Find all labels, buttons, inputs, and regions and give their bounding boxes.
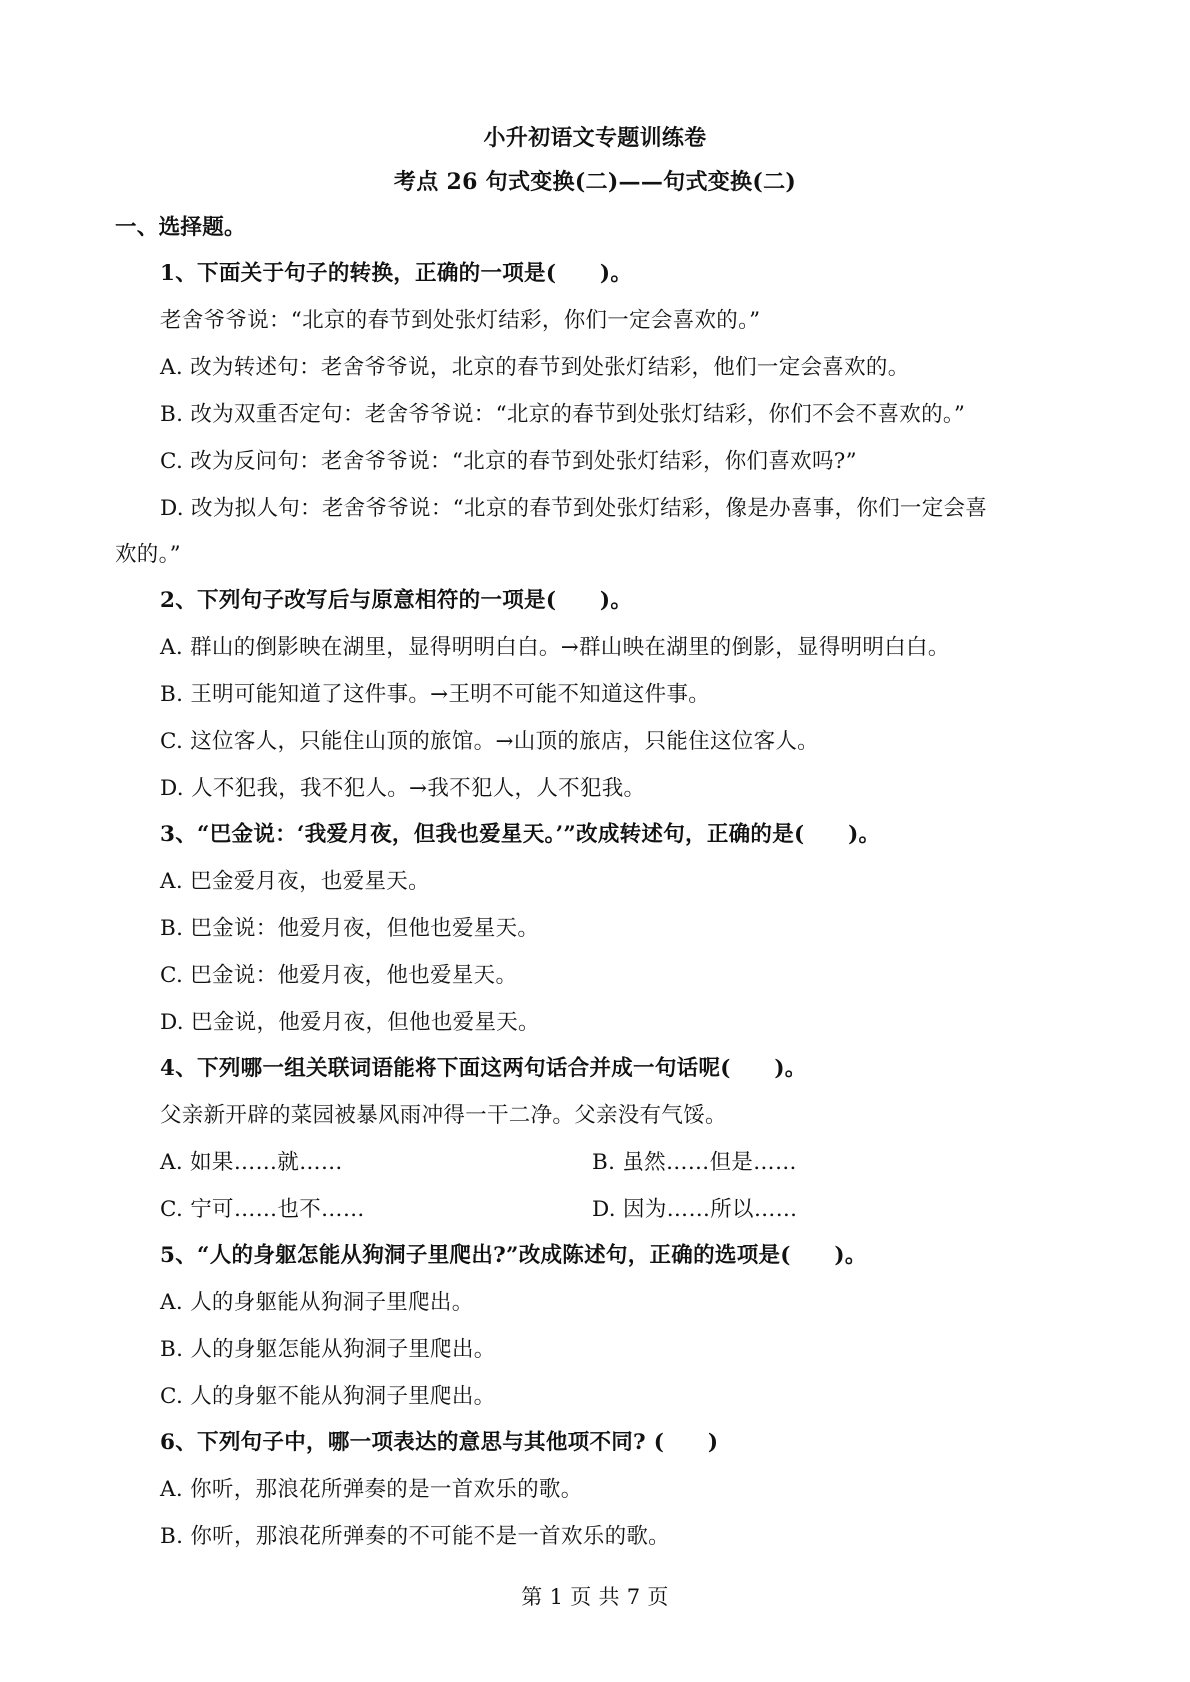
question-1-option-b: B. 改为双重否定句：老舍爷爷说：“北京的春节到处张灯结彩，你们不会不喜欢的。” (160, 402, 966, 427)
question-1-option-d-continued: 欢的。” (115, 542, 181, 567)
question-4-stem: 4、下列哪一组关联词语能将下面这两句话合并成一句话呢( )。 (160, 1056, 807, 1081)
question-1-context: 老舍爷爷说：“北京的春节到处张灯结彩，你们一定会喜欢的。” (160, 308, 761, 333)
question-3-stem: 3、“巴金说：‘我爱月夜，但我也爱星天。’”改成转述句，正确的是( )。 (160, 822, 881, 847)
question-1-option-a: A. 改为转述句：老舍爷爷说，北京的春节到处张灯结彩，他们一定会喜欢的。 (160, 355, 910, 380)
question-1-option-c: C. 改为反问句：老舍爷爷说：“北京的春节到处张灯结彩，你们喜欢吗?” (160, 449, 857, 474)
question-3-option-b: B. 巴金说：他爱月夜，但他也爱星天。 (160, 916, 540, 941)
page-footer: 第 1 页 共 7 页 (521, 1585, 669, 1609)
question-4-option-d: D. 因为……所以…… (592, 1197, 798, 1222)
question-5-option-b: B. 人的身躯怎能从狗洞子里爬出。 (160, 1337, 496, 1362)
question-6-stem: 6、下列句子中，哪一项表达的意思与其他项不同? ( ) (160, 1430, 719, 1455)
doc-title: 小升初语文专题训练卷 (483, 125, 707, 151)
question-6-option-a: A. 你听，那浪花所弹奏的是一首欢乐的歌。 (160, 1477, 583, 1502)
question-5-option-c: C. 人的身躯不能从狗洞子里爬出。 (160, 1384, 496, 1409)
question-2-option-a: A. 群山的倒影映在湖里，显得明明白白。→群山映在湖里的倒影，显得明明白白。 (160, 635, 950, 660)
section-heading: 一、选择题。 (115, 215, 246, 240)
question-4-option-c: C. 宁可……也不…… (160, 1197, 365, 1222)
question-4-option-b: B. 虽然……但是…… (592, 1150, 797, 1175)
question-5-stem: 5、“人的身躯怎能从狗洞子里爬出?”改成陈述句，正确的选项是( )。 (160, 1243, 867, 1268)
question-5-option-a: A. 人的身躯能从狗洞子里爬出。 (160, 1290, 474, 1315)
question-3-option-a: A. 巴金爱月夜，也爱星天。 (160, 869, 430, 894)
question-1-stem: 1、下面关于句子的转换，正确的一项是( )。 (160, 261, 633, 286)
question-4-context: 父亲新开辟的菜园被暴风雨冲得一干二净。父亲没有气馁。 (160, 1103, 727, 1128)
question-3-option-c: C. 巴金说：他爱月夜，他也爱星天。 (160, 963, 518, 988)
question-3-option-d: D. 巴金说，他爱月夜，但他也爱星天。 (160, 1010, 540, 1035)
question-2-option-b: B. 王明可能知道了这件事。→王明不可能不知道这件事。 (160, 682, 711, 707)
doc-subtitle: 考点 26 句式变换(二)——句式变换(二) (393, 169, 797, 195)
question-2-option-d: D. 人不犯我，我不犯人。→我不犯人，人不犯我。 (160, 776, 646, 801)
question-1-option-d: D. 改为拟人句：老舍爷爷说：“北京的春节到处张灯结彩，像是办喜事，你们一定会喜 (160, 496, 988, 521)
question-2-stem: 2、下列句子改写后与原意相符的一项是( )。 (160, 588, 633, 613)
question-6-option-b: B. 你听，那浪花所弹奏的不可能不是一首欢乐的歌。 (160, 1524, 670, 1549)
question-2-option-c: C. 这位客人，只能住山顶的旅馆。→山顶的旅店，只能住这位客人。 (160, 729, 819, 754)
question-4-option-a: A. 如果……就…… (160, 1150, 343, 1175)
